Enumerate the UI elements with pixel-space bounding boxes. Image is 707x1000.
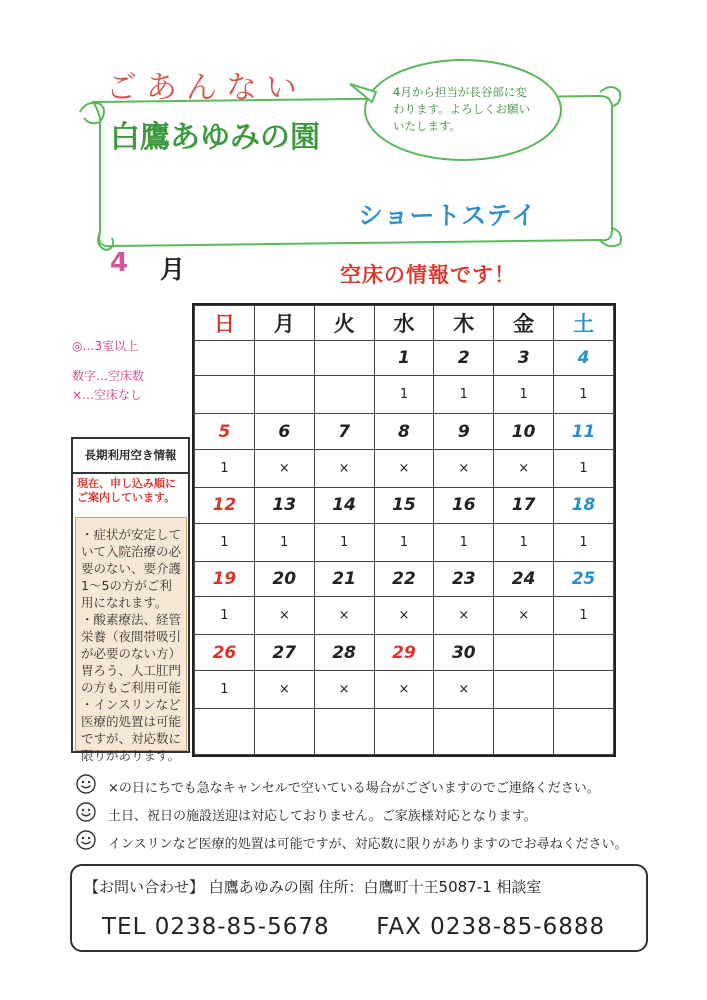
vacancy-cell xyxy=(195,376,255,414)
blank-cell xyxy=(374,709,434,755)
vacancy-cell: 1 xyxy=(554,597,614,635)
vacancy-cell: × xyxy=(494,597,554,635)
long-term-body: ・症状が安定していて入院治療の必要のない、要介護1～5の方がご利用になれます。 ・酸素療法、経管栄養（夜間帯吸引が必要のない方）胃ろう、人工肛門の方もご利用可能 ・インスリンなど医療的処置は可能ですが、対応数に限りがあります。 xyxy=(75,517,187,751)
date-cell-holiday: 29 xyxy=(374,635,434,671)
date-row xyxy=(195,488,614,524)
weekday-mon: 月 xyxy=(254,306,314,341)
header-banner-scroll xyxy=(0,0,707,300)
vacancy-cell: × xyxy=(314,597,374,635)
note-item xyxy=(76,774,696,800)
date-cell: 11 xyxy=(554,414,614,450)
vacancy-cell: 1 xyxy=(554,523,614,561)
smiley-icon xyxy=(76,830,96,850)
bubble-note: 4月から担当が長谷部に変わります。よろしくお願いいたします。 xyxy=(393,85,531,133)
date-cell: 4 xyxy=(554,340,614,376)
blank-cell xyxy=(434,709,494,755)
contact-phone-fax xyxy=(102,914,605,940)
weekday-sat: 土 xyxy=(554,306,614,341)
vacancy-cell: 1 xyxy=(254,523,314,561)
date-cell: 21 xyxy=(314,561,374,597)
weekday-tue: 火 xyxy=(314,306,374,341)
vacancy-cell: 1 xyxy=(374,523,434,561)
date-cell: 19 xyxy=(195,561,255,597)
date-cell: 3 xyxy=(494,340,554,376)
note-item xyxy=(76,802,696,828)
date-row xyxy=(195,561,614,597)
note-item xyxy=(76,830,696,856)
value-row xyxy=(195,597,614,635)
weekday-fri: 金 xyxy=(494,306,554,341)
month-number: 4 xyxy=(110,248,129,278)
vacancy-cell: × xyxy=(314,450,374,488)
weekday-sun: 日 xyxy=(195,306,255,341)
vacancy-cell: 1 xyxy=(314,523,374,561)
month-label: 月 xyxy=(160,255,186,284)
date-cell: 24 xyxy=(494,561,554,597)
vacancy-cell: × xyxy=(494,450,554,488)
date-cell: 16 xyxy=(434,488,494,524)
notes-list xyxy=(76,774,696,864)
vacancy-cell: × xyxy=(254,671,314,709)
date-cell: 6 xyxy=(254,414,314,450)
date-cell: 2 xyxy=(434,340,494,376)
long-term-notice: 現在、申し込み順にご案内しています。 xyxy=(77,477,176,504)
date-cell: 5 xyxy=(195,414,255,450)
vacancy-cell: × xyxy=(314,671,374,709)
vacancy-cell: × xyxy=(434,671,494,709)
date-cell: 22 xyxy=(374,561,434,597)
legend-none: ×…空床なし xyxy=(72,388,143,402)
date-cell: 15 xyxy=(374,488,434,524)
date-cell: 14 xyxy=(314,488,374,524)
vacancy-cell: × xyxy=(254,450,314,488)
blank-cell xyxy=(195,709,255,755)
vacancy-cell: 1 xyxy=(195,671,255,709)
date-cell: 13 xyxy=(254,488,314,524)
blank-cell xyxy=(494,709,554,755)
smiley-icon xyxy=(76,802,96,822)
long-term-info-box xyxy=(71,437,190,763)
blank-cell xyxy=(554,709,614,755)
vacancy-cell: × xyxy=(374,671,434,709)
note-text: ×の日にちでも急なキャンセルで空いている場合がございますのでご連絡ください。 xyxy=(108,781,600,796)
vacancy-cell: 1 xyxy=(494,523,554,561)
vacancy-cell: 1 xyxy=(554,376,614,414)
vacancy-cell: 1 xyxy=(554,450,614,488)
vacancy-cell: × xyxy=(434,597,494,635)
vacancy-cell: × xyxy=(254,597,314,635)
calendar-table xyxy=(194,305,614,755)
vacancy-title: 空床の情報です！ xyxy=(340,263,516,287)
date-cell: 26 xyxy=(195,635,255,671)
date-cell: 20 xyxy=(254,561,314,597)
value-row xyxy=(195,450,614,488)
date-cell: 12 xyxy=(195,488,255,524)
value-row xyxy=(195,671,614,709)
date-cell xyxy=(554,635,614,671)
note-text: インスリンなど医療的処置は可能ですが、対応数に限りがありますのでお尋ねください。 xyxy=(108,837,628,852)
facility-name: 白鷹あゆみの園 xyxy=(110,120,320,155)
vacancy-cell xyxy=(314,376,374,414)
vacancy-cell: × xyxy=(374,450,434,488)
date-cell: 10 xyxy=(494,414,554,450)
vacancy-cell: 1 xyxy=(434,523,494,561)
date-cell: 17 xyxy=(494,488,554,524)
smiley-icon xyxy=(76,774,96,794)
date-cell: 1 xyxy=(374,340,434,376)
vacancy-cell xyxy=(254,376,314,414)
date-cell: 30 xyxy=(434,635,494,671)
vacancy-cell: 1 xyxy=(434,376,494,414)
contact-box xyxy=(70,864,648,952)
blank-cell xyxy=(254,709,314,755)
vacancy-cell xyxy=(554,671,614,709)
weekday-header-row xyxy=(195,306,614,341)
legend-number: 数字…空床数 xyxy=(72,369,145,383)
value-row xyxy=(195,523,614,561)
fax-number: FAX 0238-85-6888 xyxy=(376,914,606,940)
legend-three-rooms: ◎…3室以上 xyxy=(72,339,139,353)
vacancy-cell: × xyxy=(434,450,494,488)
date-cell: 18 xyxy=(554,488,614,524)
blank-row xyxy=(195,709,614,755)
weekday-thu: 木 xyxy=(434,306,494,341)
guide-label: ごあんない xyxy=(106,70,306,106)
date-cell: 23 xyxy=(434,561,494,597)
date-row xyxy=(195,340,614,376)
service-name: ショートステイ xyxy=(358,201,538,230)
date-cell xyxy=(314,340,374,376)
vacancy-calendar xyxy=(192,303,616,757)
date-cell xyxy=(494,635,554,671)
long-term-title: 長期利用空き情報 xyxy=(73,439,188,474)
vacancy-cell: × xyxy=(374,597,434,635)
date-row xyxy=(195,414,614,450)
note-text: 土日、祝日の施設送迎は対応しておりません。ご家族様対応となります。 xyxy=(108,809,537,824)
contact-info: 【お問い合わせ】 白鷹あゆみの園 住所：白鷹町十王5087-1 相談室 xyxy=(84,878,542,896)
date-cell: 25 xyxy=(554,561,614,597)
date-cell: 8 xyxy=(374,414,434,450)
date-cell xyxy=(254,340,314,376)
date-cell: 27 xyxy=(254,635,314,671)
blank-cell xyxy=(314,709,374,755)
vacancy-cell: 1 xyxy=(374,376,434,414)
date-cell: 9 xyxy=(434,414,494,450)
vacancy-cell: 1 xyxy=(494,376,554,414)
vacancy-cell: 1 xyxy=(195,597,255,635)
date-cell xyxy=(195,340,255,376)
vacancy-cell xyxy=(494,671,554,709)
date-row xyxy=(195,635,614,671)
value-row xyxy=(195,376,614,414)
vacancy-cell: 1 xyxy=(195,523,255,561)
phone-number: TEL 0238-85-5678 xyxy=(102,914,330,940)
vacancy-cell: 1 xyxy=(195,450,255,488)
date-cell: 7 xyxy=(314,414,374,450)
date-cell: 28 xyxy=(314,635,374,671)
weekday-wed: 水 xyxy=(374,306,434,341)
